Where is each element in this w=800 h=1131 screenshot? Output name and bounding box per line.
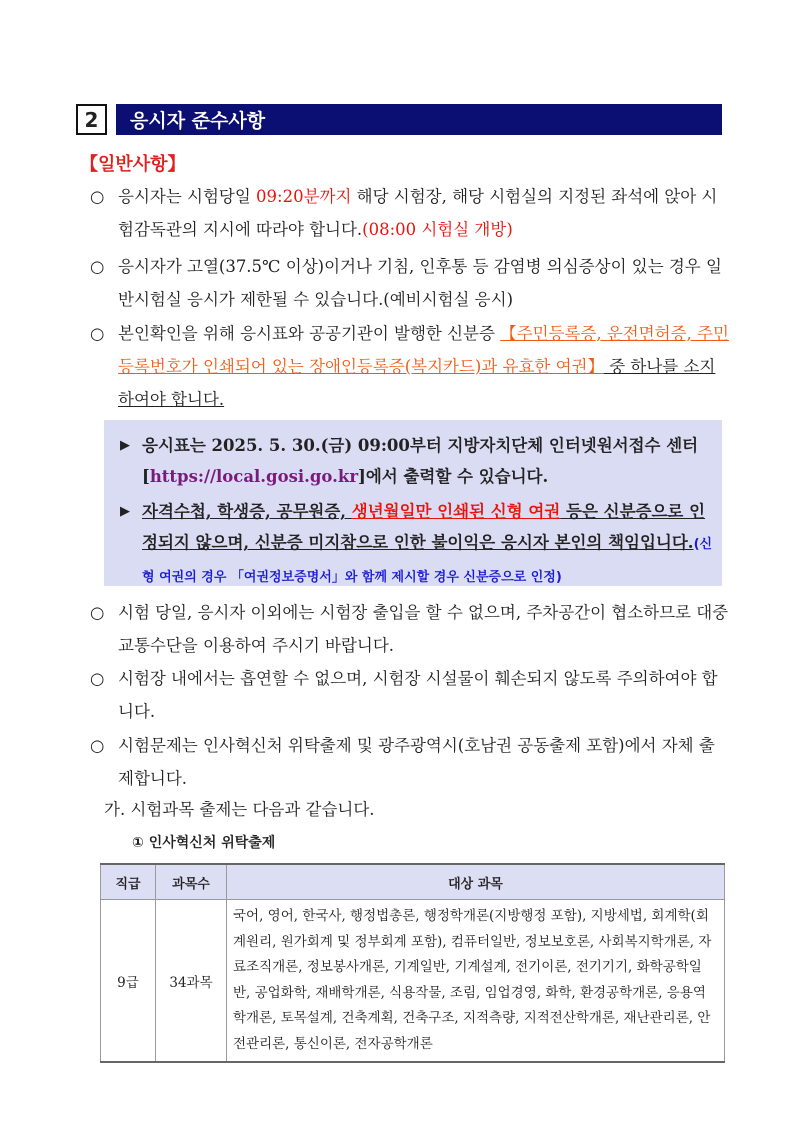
table-row [101, 900, 725, 1063]
paragraph-smoking [90, 662, 730, 728]
subject-intro: 가. 시험과목 출제는 다음과 같습니다. [104, 800, 375, 819]
p3-text-a: 본인확인을 위해 응시표와 공공기관이 발행한 신분증 [118, 324, 501, 343]
subjects-table [100, 863, 725, 1063]
circle-bullet-icon: ○ [90, 187, 105, 206]
n2-text-c: 등은 신분증으로 인정되지 않으며, 신분증 미지참으로 인한 불이익은 응시자 본인의 책임입니다. [142, 502, 706, 552]
p1-room-open: (08:00 시험실 개방) [362, 220, 513, 239]
p3-id-list: 【주민등록증, 운전면허증, 주민등록번호가 인쇄되어 있는 장애인등록증(복지카드)과 유효한 여권】 [118, 324, 729, 376]
p4-text: 시험 당일, 응시자 이외에는 시험장 출입을 할 수 없으며, 주차공간이 협소하므로 대중교통수단을 이용하여 주시기 바랍니다. [118, 603, 729, 655]
subject-table-heading: ① 인사혁신처 위탁출제 [132, 835, 276, 851]
n1-text-a: 응시표는 2025. 5. 30.(금) 09:00부터 지방자치단체 인터넷원서접수 센터[ [142, 436, 699, 486]
notice-item-invalid-id [120, 496, 715, 593]
triangle-bullet-icon: ▶ [120, 504, 130, 519]
n2-passport: 생년월일만 인쇄된 신형 여권 [351, 502, 561, 521]
p1-deadline: 09:20분까지 [256, 187, 352, 206]
cell-count: 34과목 [156, 900, 227, 1063]
header-grade: 직급 [101, 864, 156, 900]
n2-note: (신형 여권의 경우 「여권정보증명서」와 함께 제시할 경우 신분증으로 인정) [142, 537, 713, 585]
p3-text-c: 중 하나를 소지하여야 합니다. [118, 357, 716, 409]
p1-text-a: 응시자는 시험당일 [118, 187, 257, 206]
notice-box [104, 420, 722, 586]
p6-text: 시험문제는 인사혁신처 위탁출제 및 광주광역시(호남권 공동출제 포함)에서 자체 출제합니다. [118, 736, 715, 788]
cell-subjects: 국어, 영어, 한국사, 행정법총론, 행정학개론(지방행정 포함), 지방세법, 회계학(회계원리, 원가회계 및 정부회계 포함), 컴퓨터일반, 정보보호론, 사회복지학개론, 자료조직개론, 정보봉사개론, 기계일반, 기계설계, 전기이론, 전기기기, 화학공학일반, 공업화학, 재배학개론, 식용작물, 조림, 임업경영, 화학, 환경공학개론, 응용역학개론, 토목설계, 건축계획, 건축구조, 지적측량, 지적전산학개론, 재난관리론, 안전관리론, 통신이론, 전자공학개론 [227, 900, 725, 1063]
triangle-bullet-icon: ▶ [120, 438, 130, 453]
paragraph-symptoms [90, 250, 730, 316]
cell-grade: 9급 [101, 900, 156, 1063]
local-gosi-link[interactable]: https://local.gosi.go.kr [149, 467, 359, 486]
paragraph-visitors [90, 596, 730, 662]
table-header-row [101, 864, 725, 900]
section-header [76, 104, 722, 137]
circle-bullet-icon: ○ [90, 669, 105, 688]
n2-text-a: 자격수첩, 학생증, 공무원증, [142, 502, 352, 521]
paragraph-identification [90, 317, 730, 416]
header-count: 과목수 [156, 864, 227, 900]
header-subjects: 대상 과목 [227, 864, 725, 900]
section-number: 2 [76, 104, 107, 135]
notice-item-admission-ticket [120, 430, 715, 492]
circle-bullet-icon: ○ [90, 324, 105, 343]
circle-bullet-icon: ○ [90, 603, 105, 622]
section-title: 응시자 준수사항 [116, 104, 722, 135]
p5-text: 시험장 내에서는 흡연할 수 없으며, 시험장 시설물이 훼손되지 않도록 주의하여야 합니다. [118, 669, 718, 721]
p2-text: 응시자가 고열(37.5℃ 이상)이거나 기침, 인후통 등 감염병 의심증상이 있는 경우 일반시험실 응시가 제한될 수 있습니다.(예비시험실 응시) [118, 257, 722, 309]
general-heading: 【일반사항】 [80, 154, 186, 175]
n1-text-c: ]에서 출력할 수 있습니다. [358, 467, 549, 486]
circle-bullet-icon: ○ [90, 257, 105, 276]
paragraph-exam-questions [90, 729, 730, 795]
p1-text-c: 해당 시험장, 해당 시험실의 지정된 좌석에 앉아 시험감독관의 지시에 따라야 합니다. [118, 187, 718, 239]
circle-bullet-icon: ○ [90, 736, 105, 755]
paragraph-arrival-time [90, 180, 730, 246]
